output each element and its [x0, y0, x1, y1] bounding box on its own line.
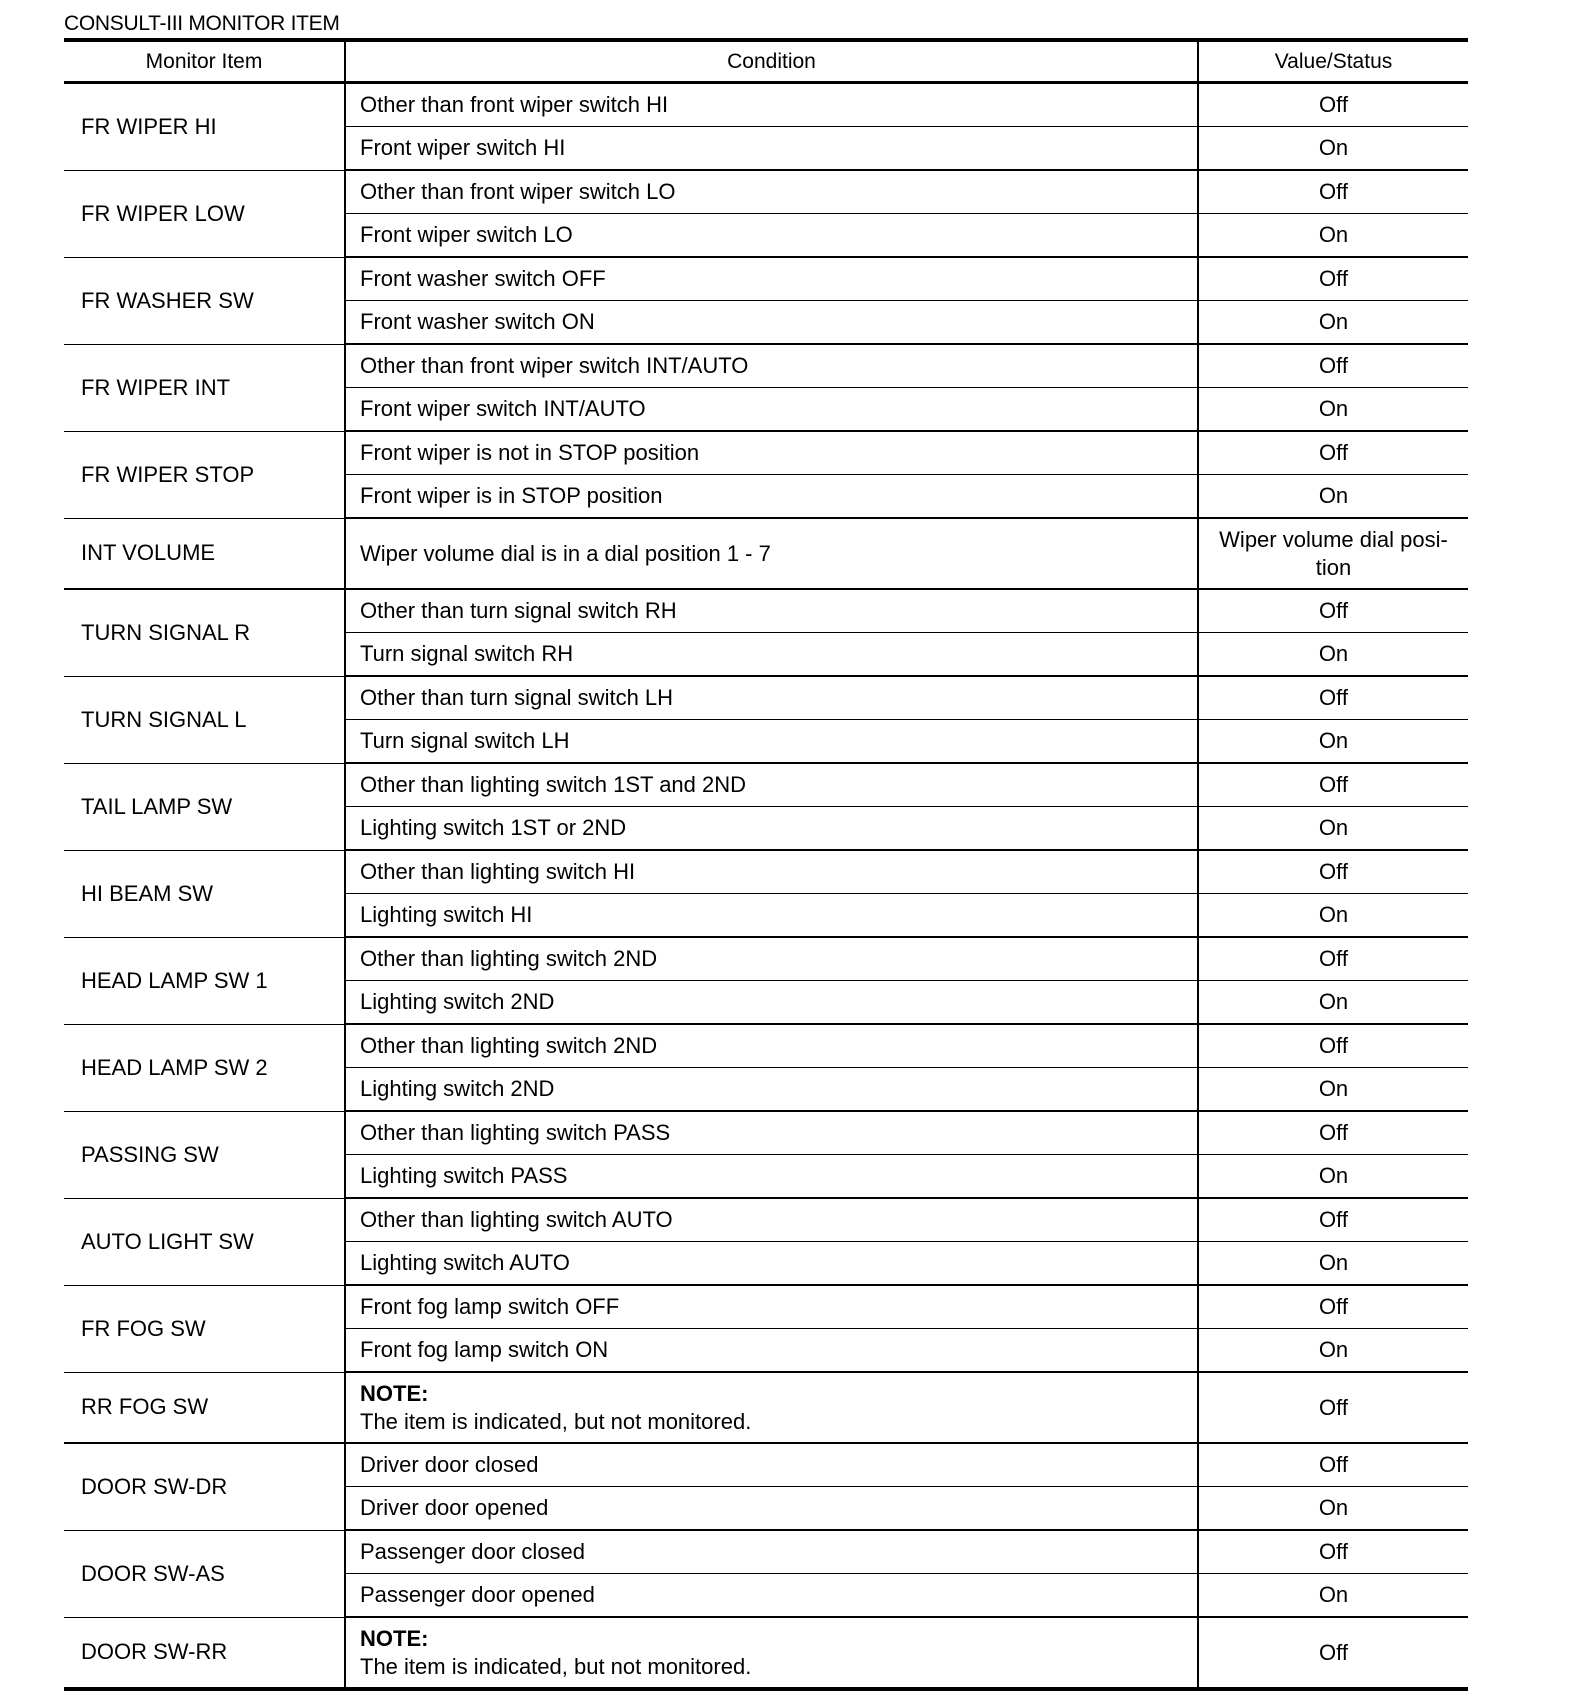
monitor-item-cell: DOOR SW-RR	[64, 1617, 345, 1689]
table-row	[64, 1443, 1468, 1487]
table-row	[64, 344, 1468, 388]
condition-cell: Driver door closed	[345, 1443, 1198, 1487]
value-status-cell: On	[1198, 127, 1468, 171]
condition-cell: Front fog lamp switch ON	[345, 1329, 1198, 1373]
table-row	[64, 676, 1468, 720]
header-value-status: Value/Status	[1198, 40, 1468, 83]
value-status-cell: Off	[1198, 83, 1468, 127]
value-status-cell: On	[1198, 388, 1468, 432]
monitor-item-cell: FR WASHER SW	[64, 257, 345, 344]
monitor-item-cell: TURN SIGNAL L	[64, 676, 345, 763]
table-row	[64, 1372, 1468, 1443]
header-condition: Condition	[345, 40, 1198, 83]
condition-cell: Front wiper switch LO	[345, 214, 1198, 258]
value-status-cell: On	[1198, 981, 1468, 1025]
monitor-item-cell: TAIL LAMP SW	[64, 763, 345, 850]
condition-cell: Lighting switch HI	[345, 894, 1198, 938]
condition-cell: Lighting switch PASS	[345, 1155, 1198, 1199]
table-body	[64, 83, 1468, 1690]
value-status-cell: Off	[1198, 1530, 1468, 1574]
value-status-cell: On	[1198, 1329, 1468, 1373]
table-row	[64, 1617, 1468, 1689]
page-title: CONSULT-III MONITOR ITEM	[64, 12, 340, 35]
table-row	[64, 170, 1468, 214]
table-row	[64, 257, 1468, 301]
condition-cell: Other than lighting switch 1ST and 2ND	[345, 763, 1198, 807]
table-row	[64, 937, 1468, 981]
value-status-cell: On	[1198, 720, 1468, 764]
value-status-cell: On	[1198, 1487, 1468, 1531]
condition-cell: Front washer switch ON	[345, 301, 1198, 345]
table-row	[64, 1024, 1468, 1068]
condition-cell: Front wiper is not in STOP position	[345, 431, 1198, 475]
value-status-cell: Off	[1198, 676, 1468, 720]
value-status-cell: Off	[1198, 257, 1468, 301]
value-status-cell: On	[1198, 214, 1468, 258]
monitor-item-cell: FR WIPER INT	[64, 344, 345, 431]
monitor-item-cell: RR FOG SW	[64, 1372, 345, 1443]
condition-cell: Other than lighting switch PASS	[345, 1111, 1198, 1155]
table-header-row	[64, 40, 1468, 83]
value-status-cell: Off	[1198, 1372, 1468, 1443]
monitor-item-cell: FR FOG SW	[64, 1285, 345, 1372]
condition-cell: Passenger door closed	[345, 1530, 1198, 1574]
value-status-cell: Off	[1198, 1617, 1468, 1689]
value-status-cell: On	[1198, 301, 1468, 345]
note-text: The item is indicated, but not monitored.	[360, 1408, 752, 1434]
table-row	[64, 763, 1468, 807]
value-status-cell: Off	[1198, 1024, 1468, 1068]
condition-cell: Passenger door opened	[345, 1574, 1198, 1618]
monitor-item-cell: FR WIPER HI	[64, 83, 345, 171]
condition-cell: Other than front wiper switch LO	[345, 170, 1198, 214]
value-status-cell: On	[1198, 1574, 1468, 1618]
condition-cell: Other than lighting switch 2ND	[345, 1024, 1198, 1068]
value-status-cell: Off	[1198, 170, 1468, 214]
monitor-item-cell: AUTO LIGHT SW	[64, 1198, 345, 1285]
condition-cell: Other than lighting switch 2ND	[345, 937, 1198, 981]
condition-cell: Other than front wiper switch HI	[345, 83, 1198, 127]
condition-cell: Wiper volume dial is in a dial position 1 - 7	[345, 518, 1198, 589]
value-status-cell: Off	[1198, 850, 1468, 894]
value-status-cell: On	[1198, 1068, 1468, 1112]
value-status-cell: Off	[1198, 1111, 1468, 1155]
condition-cell: Front wiper switch INT/AUTO	[345, 388, 1198, 432]
value-status-cell: Off	[1198, 1285, 1468, 1329]
condition-cell: Other than turn signal switch LH	[345, 676, 1198, 720]
condition-cell: Driver door opened	[345, 1487, 1198, 1531]
monitor-item-cell: DOOR SW-AS	[64, 1530, 345, 1617]
condition-cell: Front fog lamp switch OFF	[345, 1285, 1198, 1329]
condition-cell: Other than lighting switch AUTO	[345, 1198, 1198, 1242]
condition-cell: Other than lighting switch HI	[345, 850, 1198, 894]
monitor-item-cell: FR WIPER STOP	[64, 431, 345, 518]
table-row	[64, 1285, 1468, 1329]
condition-cell: Front wiper switch HI	[345, 127, 1198, 171]
monitor-item-table	[64, 38, 1468, 1691]
table-row	[64, 518, 1468, 589]
condition-cell: Lighting switch 2ND	[345, 981, 1198, 1025]
table-row	[64, 1530, 1468, 1574]
condition-cell: Lighting switch 1ST or 2ND	[345, 807, 1198, 851]
table-row	[64, 1198, 1468, 1242]
value-status-cell: Wiper volume dial posi-tion	[1198, 518, 1468, 589]
monitor-item-cell: DOOR SW-DR	[64, 1443, 345, 1530]
value-status-cell: Off	[1198, 431, 1468, 475]
value-status-cell: On	[1198, 894, 1468, 938]
note-label: NOTE:	[360, 1625, 429, 1651]
note-label: NOTE:	[360, 1380, 429, 1406]
monitor-item-cell: INT VOLUME	[64, 518, 345, 589]
condition-cell	[345, 1372, 1198, 1443]
value-status-cell: Off	[1198, 937, 1468, 981]
condition-cell: Lighting switch 2ND	[345, 1068, 1198, 1112]
value-status-cell: Off	[1198, 1198, 1468, 1242]
condition-cell: Turn signal switch RH	[345, 633, 1198, 677]
value-status-cell: Off	[1198, 589, 1468, 633]
monitor-item-cell: HEAD LAMP SW 1	[64, 937, 345, 1024]
value-status-cell: Off	[1198, 344, 1468, 388]
table-row	[64, 1111, 1468, 1155]
header-monitor-item: Monitor Item	[64, 40, 345, 83]
table-row	[64, 431, 1468, 475]
table-row	[64, 589, 1468, 633]
condition-cell: Other than front wiper switch INT/AUTO	[345, 344, 1198, 388]
monitor-item-cell: FR WIPER LOW	[64, 170, 345, 257]
value-status-cell: On	[1198, 633, 1468, 677]
note-text: The item is indicated, but not monitored.	[360, 1653, 752, 1679]
table-row	[64, 850, 1468, 894]
condition-cell: Front washer switch OFF	[345, 257, 1198, 301]
condition-cell: Other than turn signal switch RH	[345, 589, 1198, 633]
monitor-item-cell: HI BEAM SW	[64, 850, 345, 937]
value-status-cell: On	[1198, 1155, 1468, 1199]
condition-cell: Turn signal switch LH	[345, 720, 1198, 764]
table-row	[64, 83, 1468, 127]
value-status-cell: On	[1198, 1242, 1468, 1286]
value-status-cell: Off	[1198, 1443, 1468, 1487]
value-status-cell: On	[1198, 475, 1468, 519]
monitor-item-cell: TURN SIGNAL R	[64, 589, 345, 676]
condition-cell: Front wiper is in STOP position	[345, 475, 1198, 519]
condition-cell	[345, 1617, 1198, 1689]
value-status-cell: Off	[1198, 763, 1468, 807]
monitor-item-cell: PASSING SW	[64, 1111, 345, 1198]
value-status-cell: On	[1198, 807, 1468, 851]
monitor-item-cell: HEAD LAMP SW 2	[64, 1024, 345, 1111]
condition-cell: Lighting switch AUTO	[345, 1242, 1198, 1286]
